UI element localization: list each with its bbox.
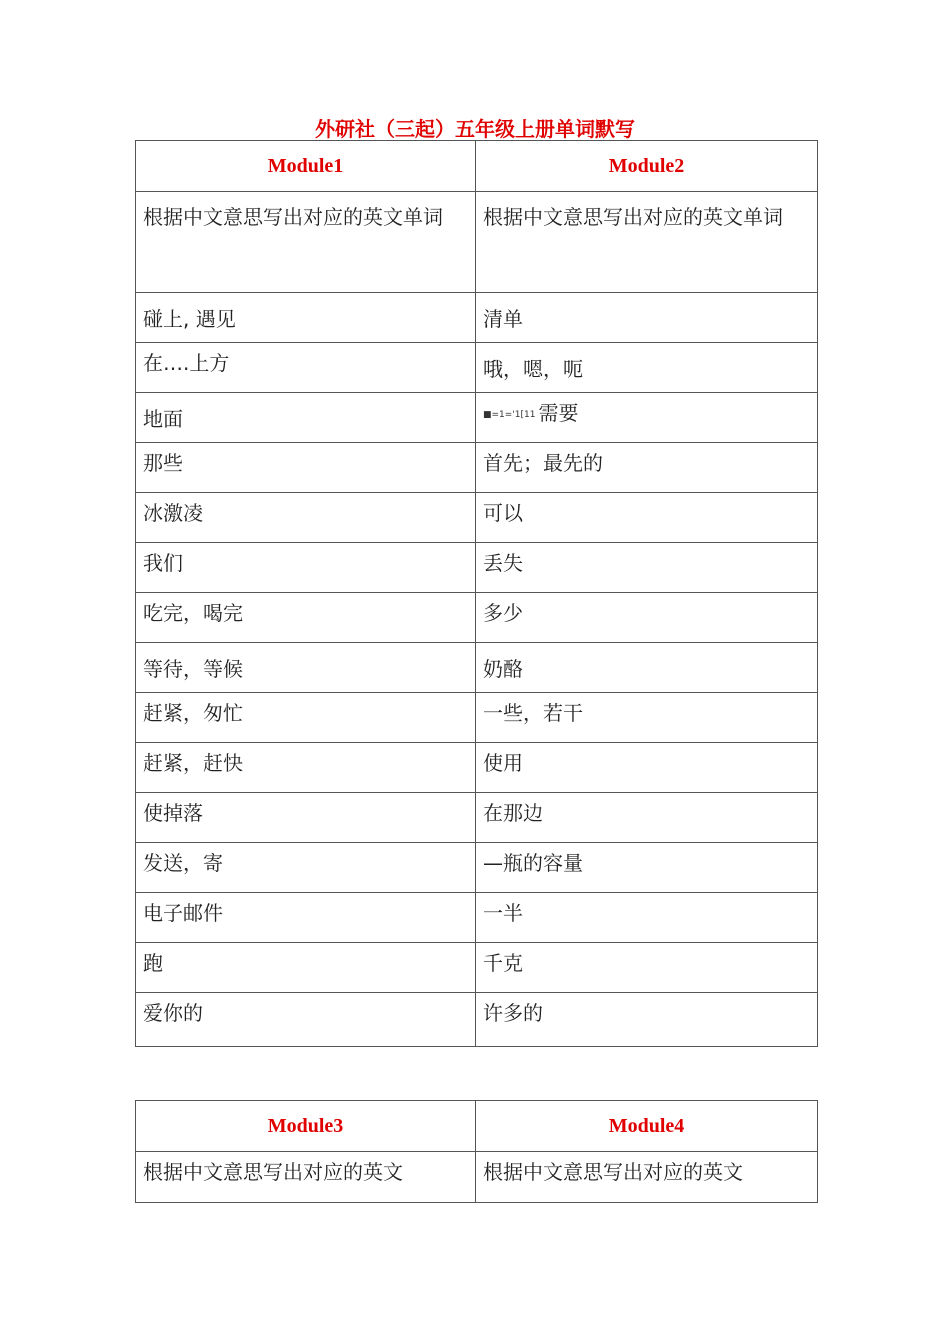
table-row	[136, 843, 818, 893]
word-cell: 等待，等候	[136, 643, 476, 693]
word-cell: 地面	[136, 393, 476, 443]
word-cell: 使掉落	[136, 793, 476, 843]
word-cell: 使用	[476, 743, 818, 793]
header-module4: Module4	[476, 1101, 818, 1152]
instruction-row	[136, 192, 818, 293]
word-cell: 发送，寄	[136, 843, 476, 893]
word-cell: —瓶的容量	[476, 843, 818, 893]
word-cell: 千克	[476, 943, 818, 993]
table-row	[136, 443, 818, 493]
header-module2: Module2	[476, 141, 818, 192]
table-row	[136, 593, 818, 643]
word-cell: 赶紧，赶快	[136, 743, 476, 793]
word-cell: 跑	[136, 943, 476, 993]
word-cell: 我们	[136, 543, 476, 593]
word-cell: 一半	[476, 893, 818, 943]
table-row	[136, 993, 818, 1047]
table-row	[136, 793, 818, 843]
word-cell: 赶紧，匆忙	[136, 693, 476, 743]
table-row	[136, 543, 818, 593]
instruction-row	[136, 1152, 818, 1203]
word-cell: 可以	[476, 493, 818, 543]
word-cell	[476, 393, 818, 443]
word-cell: 丢失	[476, 543, 818, 593]
table-row	[136, 943, 818, 993]
header-row	[136, 1101, 818, 1152]
table-row	[136, 343, 818, 393]
instruction-left: 根据中文意思写出对应的英文	[136, 1152, 476, 1203]
word-cell: 冰激凌	[136, 493, 476, 543]
table-row	[136, 643, 818, 693]
instruction-left: 根据中文意思写出对应的英文单词	[136, 192, 476, 293]
word-cell: 电子邮件	[136, 893, 476, 943]
word-cell: 清单	[476, 293, 818, 343]
word-cell: 在….上方	[136, 343, 476, 393]
page-title: 外研社（三起）五年级上册单词默写	[315, 117, 635, 141]
word-cell: 碰上, 遇见	[136, 293, 476, 343]
word-cell: 吃完，喝完	[136, 593, 476, 643]
scan-noise: ■=1='1[11	[483, 409, 536, 420]
table-row	[136, 693, 818, 743]
module3-4-table	[135, 1100, 818, 1203]
word-text: 需要	[538, 401, 579, 425]
module1-2-table	[135, 140, 818, 1047]
header-module1: Module1	[136, 141, 476, 192]
table-row	[136, 493, 818, 543]
instruction-right: 根据中文意思写出对应的英文单词	[476, 192, 818, 293]
word-cell: 许多的	[476, 993, 818, 1047]
table-row	[136, 893, 818, 943]
word-cell: 在那边	[476, 793, 818, 843]
word-cell: 一些，若干	[476, 693, 818, 743]
table-row	[136, 743, 818, 793]
word-cell: 爱你的	[136, 993, 476, 1047]
word-cell: 多少	[476, 593, 818, 643]
word-cell: 哦，嗯，呃	[476, 343, 818, 393]
table-row	[136, 393, 818, 443]
instruction-right: 根据中文意思写出对应的英文	[476, 1152, 818, 1203]
word-cell: 首先；最先的	[476, 443, 818, 493]
header-module3: Module3	[136, 1101, 476, 1152]
word-cell: 奶酪	[476, 643, 818, 693]
table-row	[136, 293, 818, 343]
word-cell: 那些	[136, 443, 476, 493]
header-row	[136, 141, 818, 192]
